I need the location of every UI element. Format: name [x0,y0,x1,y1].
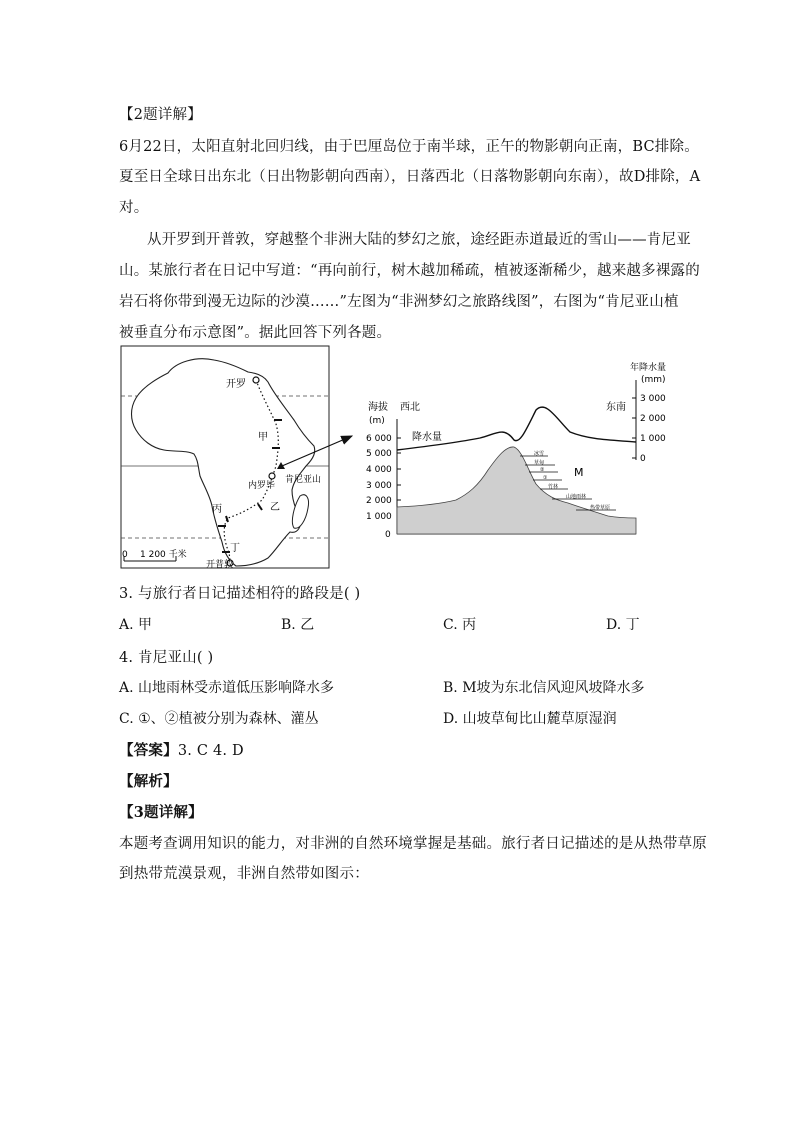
intro-line-1: 从开罗到开普敦，穿越整个非洲大陆的梦幻之旅，途经距赤道最近的雪山——肯尼亚 [147,232,691,248]
q4-option-c[interactable]: C. ①、②植被分别为森林、灌丛 [119,711,319,727]
kenya-mt-label: 肯尼亚山 [285,475,322,485]
alt-tick-5000: 5 000 [366,449,392,459]
q3-option-c[interactable]: C. 丙 [443,617,477,633]
q4-option-b[interactable]: B. M坡为东北信风迎风坡降水多 [443,680,645,696]
scale-zero-label: 0 [122,550,128,560]
zone-label-2: ② [540,467,545,473]
scale-label: 1 200 千米 [140,550,187,560]
segment-ding-label: 丁 [230,543,240,554]
precip-axis-title: 年降水量 [630,363,667,373]
zone-label-savanna: 热带草原 [590,505,611,511]
alt-tick-4000: 4 000 [366,465,392,475]
zone-label-rainforest: 山地雨林 [566,494,587,500]
southeast-label: 东南 [606,402,626,413]
precip-tick-2000: 2 000 [640,414,666,424]
nairobi-label: 内罗毕 [248,481,276,491]
precip-curve-label: 降水量 [412,432,442,443]
zone-m-label: M [574,466,584,479]
cairo-marker [253,377,259,383]
precip-tick-0: 0 [640,454,646,464]
q2-line-3: 对。 [119,200,149,216]
alt-tick-0: 0 [385,530,391,540]
zone-label-snow: 冰雪 [534,451,545,457]
northwest-label: 西北 [400,402,420,413]
zone-label-bamboo: 竹林 [548,484,559,490]
precip-tick-3000: 3 000 [640,394,666,404]
intro-line-2: 山。某旅行者在日记中写道：“再向前行，树木越加稀疏，植被逐渐稀少，越来越多裸露的 [119,263,700,279]
precip-ticks [632,394,666,464]
precip-tick-1000: 1 000 [640,434,666,444]
alt-axis-title: 海拔 [368,402,388,413]
q2-line-2: 夏至日全球日出东北（日出物影朝向西南），日落西北（日落物影朝向东南），故D排除，A [119,169,701,185]
q4-stem: 4. 肯尼亚山( ) [119,650,214,666]
answer-label: 【答案】 [119,742,178,759]
answer-row [119,739,244,760]
nairobi-marker [269,473,275,479]
capetown-label: 开普敦 [206,560,234,570]
alt-axis-unit: (m) [369,416,385,426]
zone-label-1: ① [543,475,548,481]
q3-option-b[interactable]: B. 乙 [281,617,315,633]
analysis-label: 【解析】 [119,773,178,790]
precip-curve [397,407,636,450]
alt-tick-2000: 2 000 [366,496,392,506]
q3-option-a[interactable]: A. 甲 [119,617,153,633]
segment-yi-label: 乙 [270,502,280,513]
kenya-mt-profile [366,361,666,540]
q3-detail-line-1: 本题考查调用知识的能力，对非洲的自然环境掌握是基础。旅行者日记描述的是从热带草原 [119,836,707,852]
segment-bing-label: 丙 [212,504,222,515]
alt-ticks [366,434,401,540]
alt-tick-6000: 6 000 [366,434,392,444]
q4-option-d[interactable]: D. 山坡草甸比山麓草原湿润 [443,711,617,727]
intro-line-3: 岩石将你带到漫无边际的沙漠……”左图为“非洲梦幻之旅路线图”，右图为“肯尼亚山植 [119,294,679,310]
q3-option-d[interactable]: D. 丁 [606,617,640,633]
alt-tick-1000: 1 000 [366,512,392,522]
cairo-label: 开罗 [226,379,246,390]
alt-tick-3000: 3 000 [366,481,392,491]
q3-detail-line-2: 到热带荒漠景观，非洲自然带如图示： [119,866,369,882]
q4-option-a[interactable]: A. 山地雨林受赤道低压影响降水多 [119,680,335,696]
q2-line-1: 6月22日，太阳直射北回归线，由于巴厘岛位于南半球，正午的物影朝向正南，BC排除。 [119,139,699,155]
q2-detail-heading: 【2题详解】 [119,107,202,123]
mountain-silhouette [397,447,636,534]
zone-label-meadow: 草甸 [534,460,545,466]
precip-axis-unit: (mm) [641,375,666,385]
q3-detail-heading: 【3题详解】 [119,804,203,821]
q3-stem: 3. 与旅行者日记描述相符的路段是( ) [119,586,361,602]
answer-text: 3. C 4. D [177,743,244,759]
intro-line-4: 被垂直分布示意图”。据此回答下列各题。 [119,325,392,341]
segment-jia-label: 甲 [258,432,268,443]
